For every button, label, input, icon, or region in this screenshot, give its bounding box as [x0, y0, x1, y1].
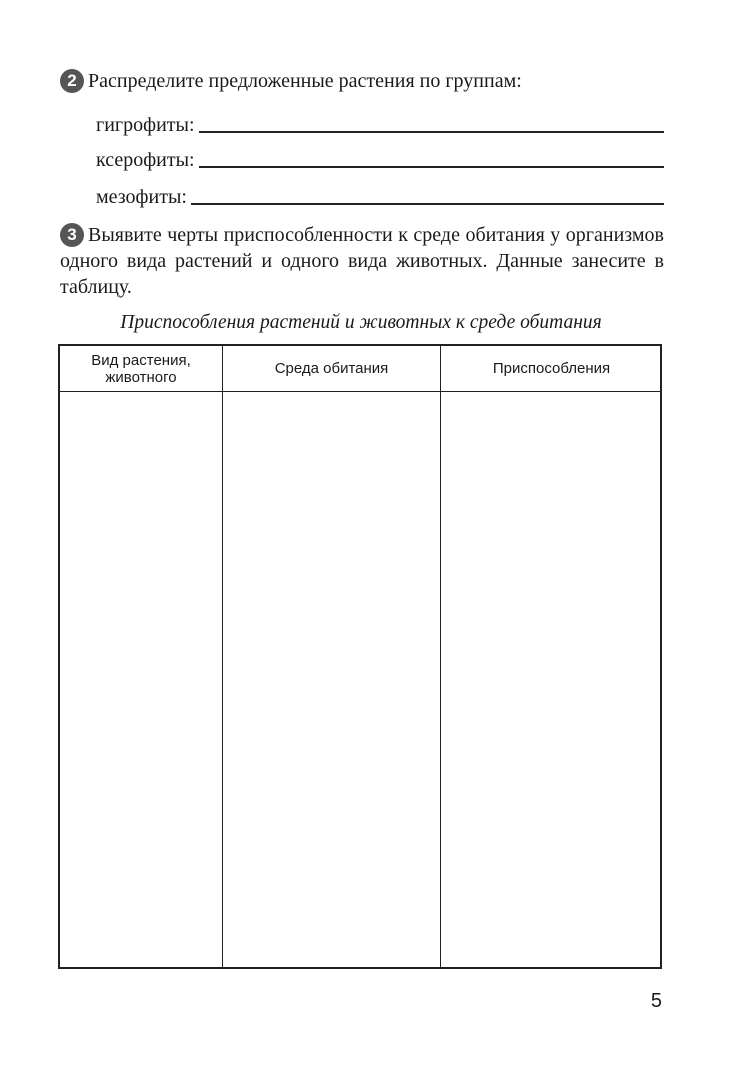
column-divider: [440, 346, 441, 967]
column-header-habitat: Среда обитания: [274, 360, 389, 377]
fill-row-hygrophytes: [96, 108, 664, 136]
answer-line-xerophytes[interactable]: [199, 166, 664, 168]
task-2-text: Распределите предложенные растения по группам:: [88, 70, 522, 92]
fill-row-mesophytes: [96, 180, 664, 208]
task-3-text: Выявите черты приспособленности к среде обитания у организмов одного вида растений и одного вида животных. Данные занесите в таблицу.: [60, 224, 664, 298]
task-number-badge: 2: [60, 69, 84, 93]
fill-label-mesophytes: мезофиты:: [96, 186, 187, 208]
task-2: [60, 68, 664, 94]
task-3: [60, 222, 664, 300]
answer-line-hygrophytes[interactable]: [199, 131, 664, 133]
column-header-species: Вид растения, животного: [91, 351, 191, 386]
fill-row-xerophytes: [96, 143, 664, 171]
page-number: 5: [650, 990, 662, 1012]
answer-line-mesophytes[interactable]: [191, 203, 664, 205]
column-divider: [222, 346, 223, 967]
task-number-badge: 3: [60, 223, 84, 247]
fill-label-xerophytes: ксерофиты:: [96, 149, 195, 171]
adaptations-table: [58, 344, 662, 969]
fill-label-hygrophytes: гигрофиты:: [96, 114, 195, 136]
table-caption: Приспособления растений и животных к среде обитания: [120, 312, 602, 333]
header-divider: [60, 391, 660, 392]
column-header-adaptations: Приспособления: [492, 360, 611, 377]
